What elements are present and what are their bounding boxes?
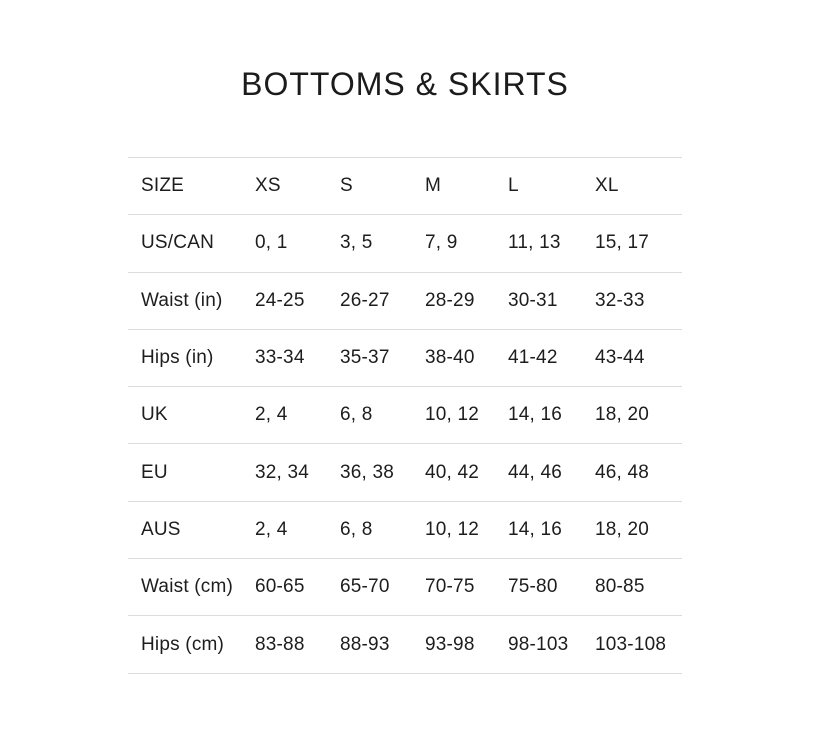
- column-header-l: L: [508, 175, 519, 197]
- row-label: Hips (in): [141, 347, 214, 369]
- column-header-size: SIZE: [141, 175, 185, 197]
- size-cell: 0, 1: [255, 232, 288, 254]
- size-cell: 98-103: [508, 633, 569, 655]
- table-row-waist-cm: [128, 559, 682, 616]
- size-cell: 46, 48: [595, 461, 650, 483]
- table-row-aus: [128, 501, 682, 558]
- size-cell: 38-40: [425, 347, 475, 369]
- size-cell: 3, 5: [340, 232, 373, 254]
- size-cell: 7, 9: [425, 232, 458, 254]
- table-row-hips-cm: [128, 616, 682, 673]
- size-cell: 93-98: [425, 633, 475, 655]
- size-cell: 15, 17: [595, 232, 650, 254]
- size-cell: 33-34: [255, 347, 305, 369]
- size-cell: 10, 12: [425, 518, 480, 540]
- size-cell: 41-42: [508, 347, 558, 369]
- column-header-s: S: [340, 175, 353, 197]
- size-cell: 32-33: [595, 289, 645, 311]
- size-cell: 11, 13: [508, 232, 561, 254]
- row-label: US/CAN: [141, 232, 214, 254]
- table-row-waist-in: [128, 272, 682, 329]
- size-cell: 43-44: [595, 347, 645, 369]
- size-cell: 18, 20: [595, 518, 650, 540]
- size-cell: 60-65: [255, 576, 305, 598]
- size-chart-table: [128, 157, 682, 674]
- row-label: UK: [141, 404, 168, 426]
- size-cell: 26-27: [340, 289, 390, 311]
- size-cell: 35-37: [340, 347, 390, 369]
- row-label: Waist (in): [141, 289, 223, 311]
- column-header-xs: XS: [255, 175, 281, 197]
- row-label: EU: [141, 461, 168, 483]
- size-cell: 10, 12: [425, 404, 480, 426]
- header-row: [128, 158, 682, 215]
- table-row-uk: [128, 387, 682, 444]
- size-cell: 6, 8: [340, 518, 373, 540]
- size-cell: 2, 4: [255, 404, 288, 426]
- size-cell: 75-80: [508, 576, 558, 598]
- size-cell: 14, 16: [508, 404, 563, 426]
- size-cell: 65-70: [340, 576, 390, 598]
- size-cell: 44, 46: [508, 461, 563, 483]
- size-cell: 30-31: [508, 289, 558, 311]
- column-header-xl: XL: [595, 175, 619, 197]
- size-cell: 36, 38: [340, 461, 395, 483]
- size-cell: 83-88: [255, 633, 305, 655]
- page-title: BOTTOMS & SKIRTS: [241, 66, 569, 102]
- size-cell: 14, 16: [508, 518, 563, 540]
- size-cell: 70-75: [425, 576, 475, 598]
- size-cell: 103-108: [595, 633, 667, 655]
- table-row-hips-in: [128, 329, 682, 386]
- size-cell: 2, 4: [255, 518, 288, 540]
- row-label: Waist (cm): [141, 576, 234, 598]
- row-label: AUS: [141, 518, 181, 540]
- size-cell: 32, 34: [255, 461, 310, 483]
- size-cell: 28-29: [425, 289, 475, 311]
- size-cell: 80-85: [595, 576, 645, 598]
- table-row-us-can: [128, 215, 682, 272]
- column-header-m: M: [425, 175, 442, 197]
- row-label: Hips (cm): [141, 633, 225, 655]
- size-cell: 18, 20: [595, 404, 650, 426]
- size-cell: 6, 8: [340, 404, 373, 426]
- size-cell: 88-93: [340, 633, 390, 655]
- table-row-eu: [128, 444, 682, 501]
- size-cell: 24-25: [255, 289, 305, 311]
- size-cell: 40, 42: [425, 461, 480, 483]
